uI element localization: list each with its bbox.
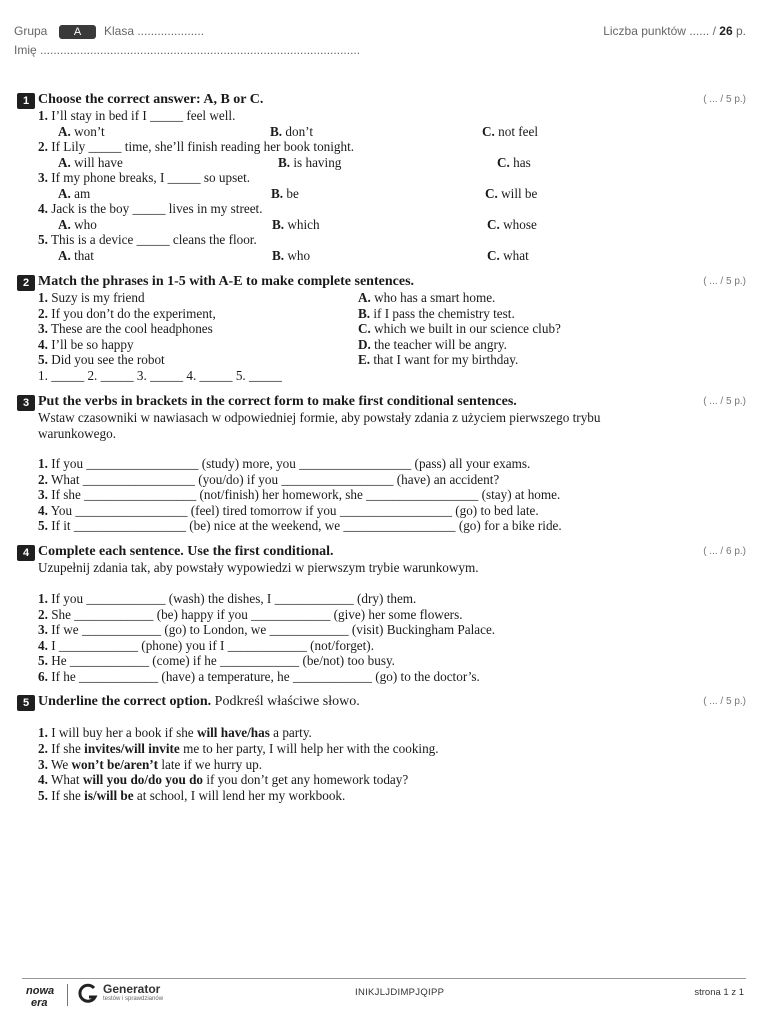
exercise-item: 4. What will you do/do you do if you don’t get any homework today?: [38, 772, 409, 787]
match-left-item: 2. If you don’t do the experiment,: [38, 305, 216, 321]
option-c: C. whose: [487, 217, 537, 232]
option-choice[interactable]: won’t be/aren’t: [71, 756, 159, 772]
exercise-item: 3. If we ____________ (go) to London, we ____________ (visit) Buckingham Palace.: [38, 622, 496, 637]
section-number: 3: [17, 395, 35, 411]
generator-g-icon: [78, 983, 98, 1005]
option-a: A. that: [58, 248, 94, 263]
exercise-item: 3. We won’t be/aren’t late if we hurry up.: [38, 756, 263, 772]
question: 5. This is a device _____ cleans the floor.: [38, 232, 257, 247]
option-b: B. is having: [278, 155, 342, 170]
points-total: 26: [719, 24, 733, 38]
option-b: B. which: [272, 217, 320, 232]
match-right-item: B. if I pass the chemistry test.: [358, 305, 515, 321]
generator-subtitle: testów i sprawdzianów: [103, 996, 164, 1002]
section-4: [0, 544, 768, 686]
points-suffix: p.: [735, 24, 746, 38]
question: 1. I’ll stay in bed if I _____ feel well.: [38, 108, 236, 123]
footer-divider: [22, 978, 746, 979]
section-number: 5: [17, 695, 35, 711]
points-field: [603, 24, 746, 38]
exercise-item: 1. If you ____________ (wash) the dishes, I ____________ (dry) them.: [38, 591, 417, 606]
section-title: Choose the correct answer: A, B or C.: [38, 92, 264, 107]
section-score: ( ... / 5 p.): [703, 94, 746, 105]
option-b: B. who: [272, 248, 311, 263]
class-field[interactable]: Klasa ....................: [104, 24, 205, 38]
section-number: 2: [17, 275, 35, 291]
section-number: 1: [17, 93, 35, 109]
section-title: Underline the correct option. Podkreśl właściwe słowo.: [38, 694, 360, 709]
group-label: Grupa: [14, 24, 48, 38]
section-instruction: Wstaw czasowniki w nawiasach w odpowiedniej formie, aby powstały zdania z użyciem pierwszego trybu warunkowego.: [38, 410, 601, 441]
exercise-item: 1. If you _________________ (study) more, you _________________ (pass) all your exams.: [38, 456, 531, 471]
option-a: A. am: [58, 186, 91, 201]
section-instruction: Uzupełnij zdania tak, aby powstały wypowiedzi w pierwszym trybie warunkowym.: [38, 560, 479, 575]
match-right-item: A. who has a smart home.: [358, 290, 496, 305]
section-5: [0, 694, 768, 806]
option-choice[interactable]: invites/will invite: [84, 741, 180, 756]
exercise-item: 5. If it _________________ (be) nice at the weekend, we _________________ (go) for a bike ride.: [38, 518, 562, 533]
section-score: ( ... / 5 p.): [703, 396, 746, 407]
logo-separator: [67, 984, 68, 1006]
points-prefix: Liczba punktów ...... /: [603, 24, 716, 38]
exercise-item: 4. You _________________ (feel) tired tomorrow if you _________________ (go) to bed late.: [38, 502, 539, 518]
option-b: B. don’t: [270, 124, 313, 139]
section-score: ( ... / 5 p.): [703, 696, 746, 707]
section-title: Put the verbs in brackets in the correct form to make first conditional sentences.: [38, 394, 517, 409]
option-a: A. won’t: [58, 124, 105, 139]
nowa-era-logo: [24, 983, 62, 1009]
section-number: 4: [17, 545, 35, 561]
option-c: C. what: [487, 248, 529, 263]
match-left-item: 3. These are the cool headphones: [38, 321, 213, 336]
question: 4. Jack is the boy _____ lives in my street.: [38, 201, 263, 216]
match-right-item: C. which we built in our science club?: [358, 321, 561, 336]
document-code: INIKJLJDIMPJQIPP: [355, 987, 445, 998]
question: 3. If my phone breaks, I _____ so upset.: [38, 170, 251, 185]
match-left-item: 1. Suzy is my friend: [38, 290, 145, 305]
option-c: C. will be: [485, 186, 538, 201]
option-choice[interactable]: is/will be: [84, 787, 134, 803]
section-2: [0, 274, 768, 386]
group-badge: A: [59, 25, 96, 39]
header-row-2: [14, 43, 746, 59]
option-a: A. will have: [58, 155, 123, 170]
exercise-item: 3. If she _________________ (not/finish) her homework, she _________________ (stay) at home.: [38, 487, 561, 502]
exercise-item: 4. I ____________ (phone) you if I ____________ (not/forget).: [38, 637, 374, 653]
exercise-item: 6. If he ____________ (have) a temperature, he ____________ (go) to the doctor’s.: [38, 668, 480, 684]
option-choice[interactable]: will have/has: [196, 725, 270, 740]
svg-text:nowa: nowa: [26, 985, 55, 997]
header-row-1: [14, 24, 746, 40]
question: 2. If Lily _____ time, she’ll finish reading her book tonight.: [38, 139, 355, 154]
exercise-item: 1. I will buy her a book if she will have/has a party.: [38, 725, 312, 740]
page-number: strona 1 z 1: [694, 987, 744, 998]
section-score: ( ... / 6 p.): [703, 546, 746, 557]
generator-wordmark: Generator: [103, 982, 161, 996]
section-title: Match the phrases in 1-5 with A-E to make complete sentences.: [38, 274, 415, 289]
option-choice[interactable]: will you do/do you do: [82, 772, 204, 787]
section-3: [0, 394, 768, 534]
exercise-item: 2. If she invites/will invite me to her party, I will help her with the cooking.: [38, 741, 439, 756]
option-c: C. has: [497, 155, 531, 170]
match-left-item: 4. I’ll be so happy: [38, 336, 134, 352]
exercise-item: 5. If she is/will be at school, I will lend her my workbook.: [38, 787, 346, 803]
option-c: C. not feel: [482, 124, 539, 139]
section-1: [0, 92, 768, 264]
option-b: B. be: [271, 186, 299, 201]
answer-blanks[interactable]: 1. _____ 2. _____ 3. _____ 4. _____ 5. _____: [38, 367, 282, 383]
match-left-item: 5. Did you see the robot: [38, 352, 165, 367]
section-score: ( ... / 5 p.): [703, 276, 746, 287]
name-field[interactable]: Imię ................................................................................................: [14, 43, 361, 57]
match-right-item: D. the teacher will be angry.: [358, 336, 507, 352]
exercise-item: 2. What _________________ (you/do) if you _________________ (have) an accident?: [38, 471, 500, 487]
svg-text:era: era: [31, 997, 48, 1009]
option-a: A. who: [58, 217, 97, 232]
exercise-item: 2. She ____________ (be) happy if you ____________ (give) her some flowers.: [38, 606, 463, 622]
match-right-item: E. that I want for my birthday.: [358, 352, 519, 367]
exercise-item: 5. He ____________ (come) if he ____________ (be/not) too busy.: [38, 653, 395, 668]
section-title: Complete each sentence. Use the first conditional.: [38, 544, 334, 559]
